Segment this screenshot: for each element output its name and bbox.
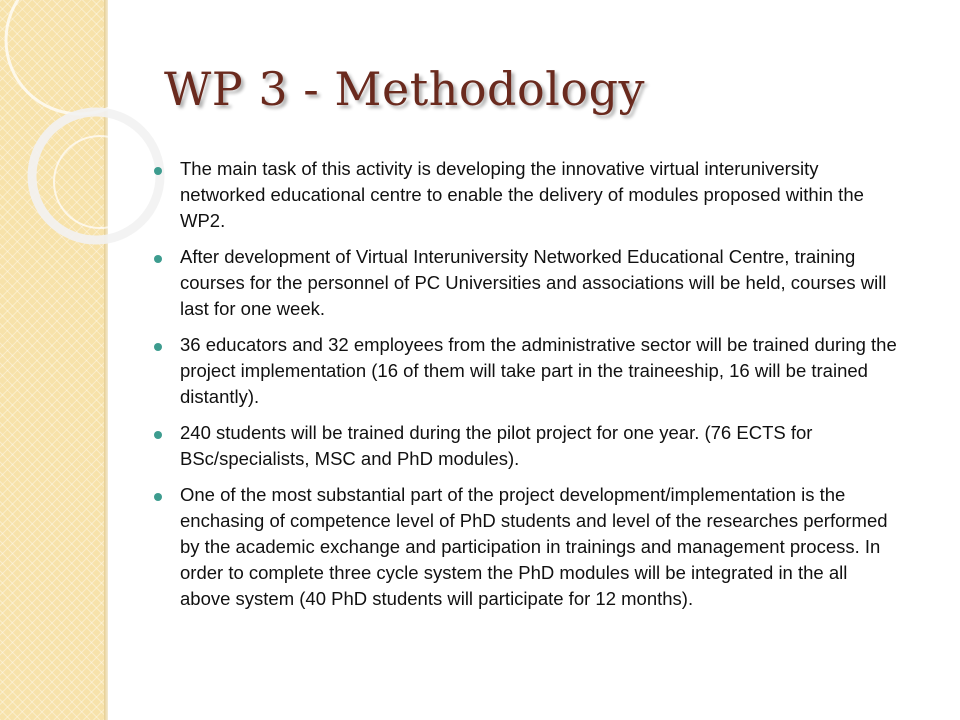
decorative-ring-medium	[32, 112, 160, 240]
bullet-text: 36 educators and 32 employees from the administrative sector will be trained during the project implementation (16 of them will take part in the traineeship, 16 will be trained distantly).	[180, 334, 897, 407]
bullet-text: The main task of this activity is developing the innovative virtual interuniversity networked educational centre to enable the delivery of modules proposed within the WP2.	[180, 158, 864, 231]
bullet-item	[150, 482, 902, 612]
bullet-item	[150, 156, 902, 234]
bullet-dot-icon	[154, 343, 162, 351]
bullet-text: 240 students will be trained during the pilot project for one year. (76 ECTS for BSc/specialists, MSC and PhD modules).	[180, 422, 813, 469]
bullet-item	[150, 420, 902, 472]
bullet-dot-icon	[154, 167, 162, 175]
bullet-item	[150, 244, 902, 322]
bullet-text: After development of Virtual Interuniversity Networked Educational Centre, training courses for the personnel of PC Universities and associations will be held, courses will last for one week.	[180, 246, 887, 319]
bullet-dot-icon	[154, 255, 162, 263]
bullet-text: One of the most substantial part of the project development/implementation is the enchasing of competence level of PhD students and level of the researches performed by the academic exchange and participation in trainings and management process. In order to complete three cycle system the PhD modules will be integrated in the all above system (40 PhD students will participate for 12 months).	[180, 484, 888, 609]
slide-title: WP 3 - Methodology	[164, 62, 646, 116]
bullet-list	[150, 156, 902, 622]
bullet-item	[150, 332, 902, 410]
decorative-ring-large	[6, 0, 154, 114]
bullet-dot-icon	[154, 493, 162, 501]
bullet-dot-icon	[154, 431, 162, 439]
decorative-ring-small	[54, 136, 146, 228]
